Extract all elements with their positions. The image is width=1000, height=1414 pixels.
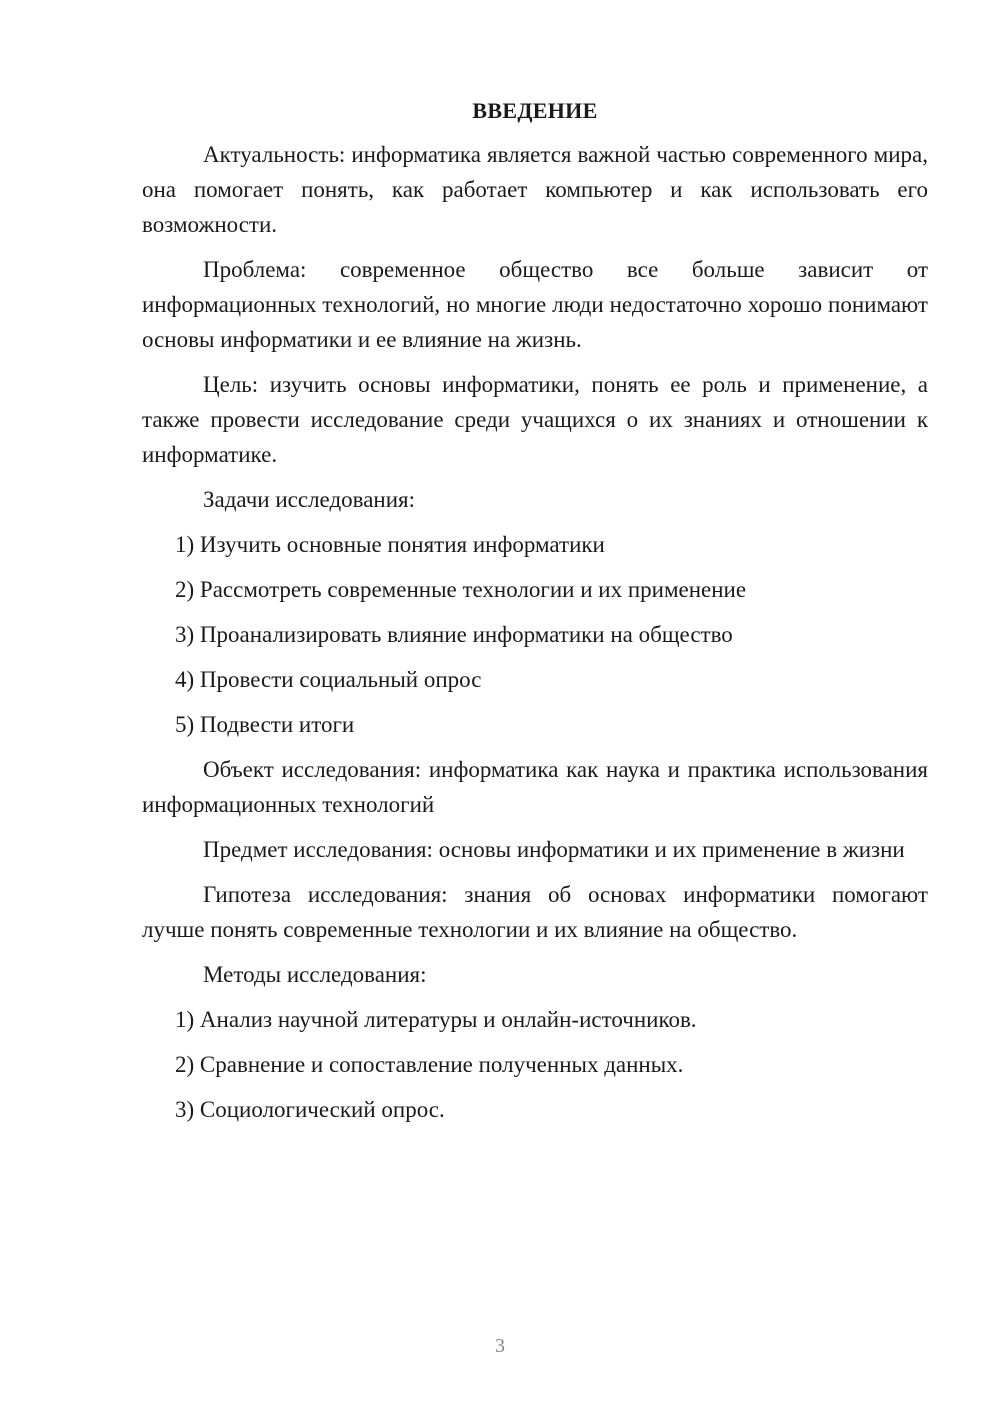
list-item: 3) Социологический опрос.: [175, 1097, 445, 1122]
list-item: 3) Проанализировать влияние информатики на общество: [175, 622, 733, 647]
list-item: 2) Рассмотреть современные технологии и их применение: [175, 577, 747, 602]
page-number: 3: [495, 1335, 505, 1357]
methods-heading: Методы исследования:: [203, 962, 427, 987]
page-title: ВВЕДЕНИЕ: [472, 98, 598, 123]
object-paragraph: Объект исследования: информатика как наука и практика использования информационных технологий: [142, 757, 928, 817]
list-item: 5) Подвести итоги: [175, 712, 355, 737]
subject-paragraph: Предмет исследования: основы информатики и их применение в жизни: [203, 837, 905, 862]
relevance-paragraph: Актуальность: информатика является важной частью современного мира, она помогает понять, как работает компьютер и как использовать его возможности.: [142, 142, 928, 237]
tasks-list: [142, 527, 928, 742]
hypothesis-paragraph: Гипотеза исследования: знания об основах информатики помогают лучше понять современные технологии и их влияние на общество.: [142, 882, 928, 942]
list-item: 1) Изучить основные понятия информатики: [175, 532, 605, 557]
methods-list: [142, 1002, 928, 1127]
page-content: [142, 93, 928, 1137]
list-item: 2) Сравнение и сопоставление полученных данных.: [175, 1052, 684, 1077]
tasks-heading: Задачи исследования:: [203, 487, 416, 512]
list-item: 4) Провести социальный опрос: [175, 667, 482, 692]
problem-paragraph: Проблема: современное общество все больше зависит от информационных технологий, но многие люди недостаточно хорошо понимают основы информатики и ее влияние на жизнь.: [142, 257, 928, 352]
list-item: 1) Анализ научной литературы и онлайн-источников.: [175, 1007, 697, 1032]
goal-paragraph: Цель: изучить основы информатики, понять ее роль и применение, а также провести исследование среди учащихся о их знаниях и отношении к информатике.: [142, 372, 928, 467]
